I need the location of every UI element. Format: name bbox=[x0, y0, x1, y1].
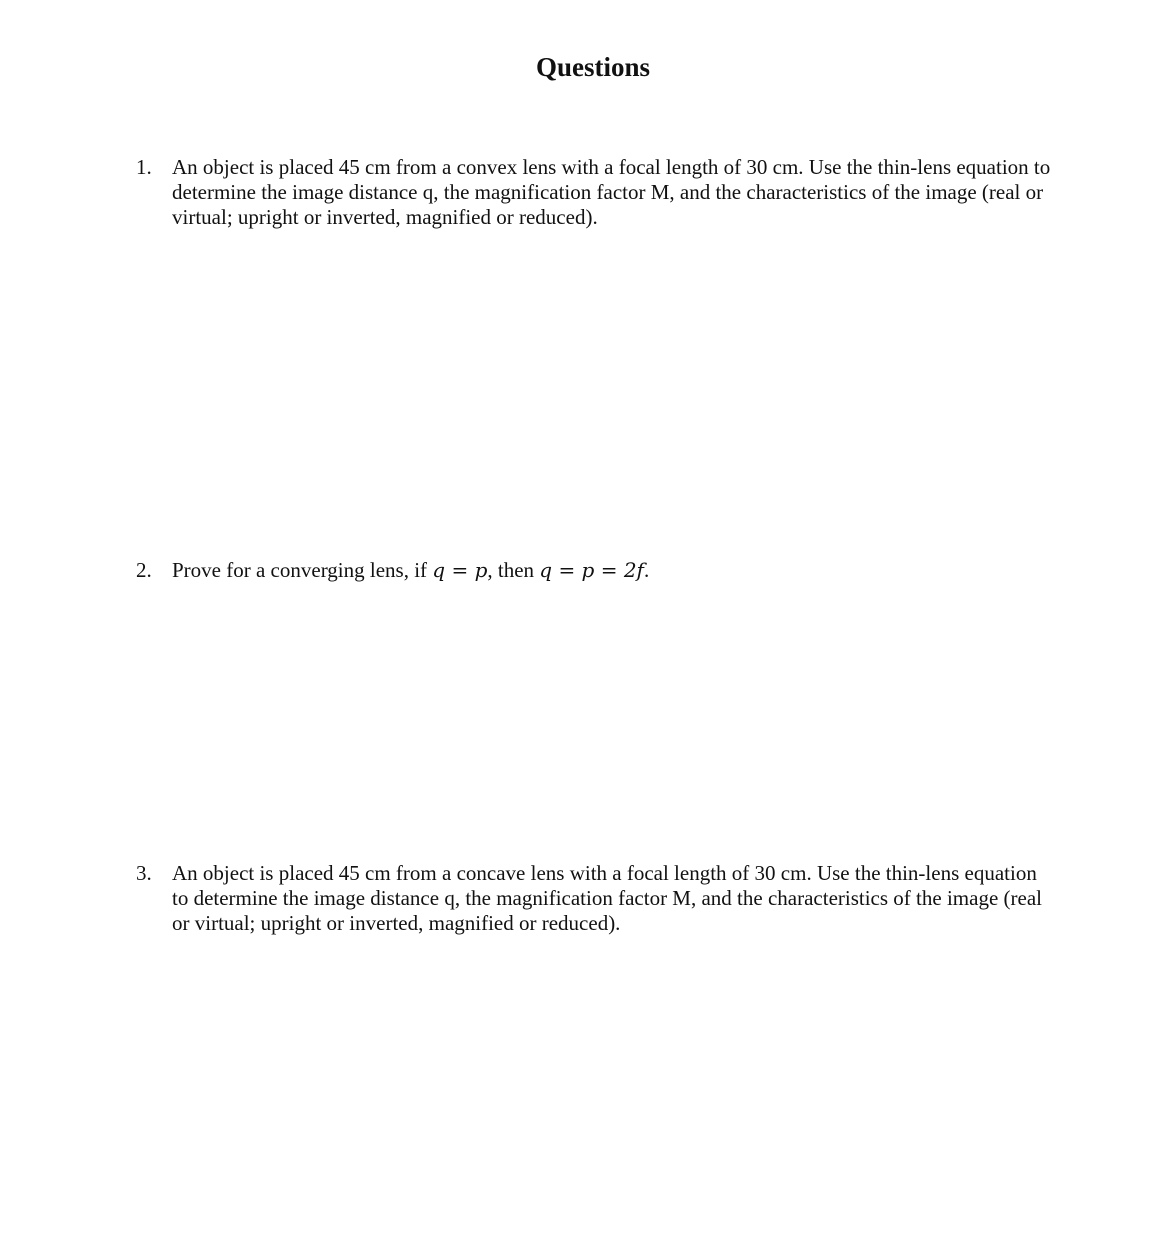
question-text-prefix: Prove for a converging lens, if bbox=[172, 558, 433, 582]
math-expression-q-equals-p-equals-2f: q = p = 2f bbox=[539, 558, 644, 582]
question-text-middle: , then bbox=[487, 558, 540, 582]
question-2 bbox=[136, 558, 1056, 583]
question-number: 3. bbox=[136, 861, 152, 885]
question-text bbox=[172, 558, 1056, 583]
page-title: Questions bbox=[535, 52, 651, 82]
question-3 bbox=[136, 861, 1056, 936]
math-expression-q-equals-p: q = p bbox=[432, 558, 488, 582]
question-text: An object is placed 45 cm from a convex lens with a focal length of 30 cm. Use the thin-lens equation to determine the image distance q, the magnification factor M, and the characteristics of the image (real or virtual; upright or inverted, magnified or reduced). bbox=[172, 155, 1051, 229]
question-number: 1. bbox=[136, 155, 152, 179]
question-number: 2. bbox=[136, 558, 152, 582]
question-1 bbox=[136, 155, 1056, 230]
question-text: An object is placed 45 cm from a concave lens with a focal length of 30 cm. Use the thin-lens equation to determine the image distance q, the magnification factor M, and the characteristics of the image (real or virtual; upright or inverted, magnified or reduced). bbox=[172, 861, 1042, 935]
question-text-suffix: . bbox=[643, 558, 650, 582]
